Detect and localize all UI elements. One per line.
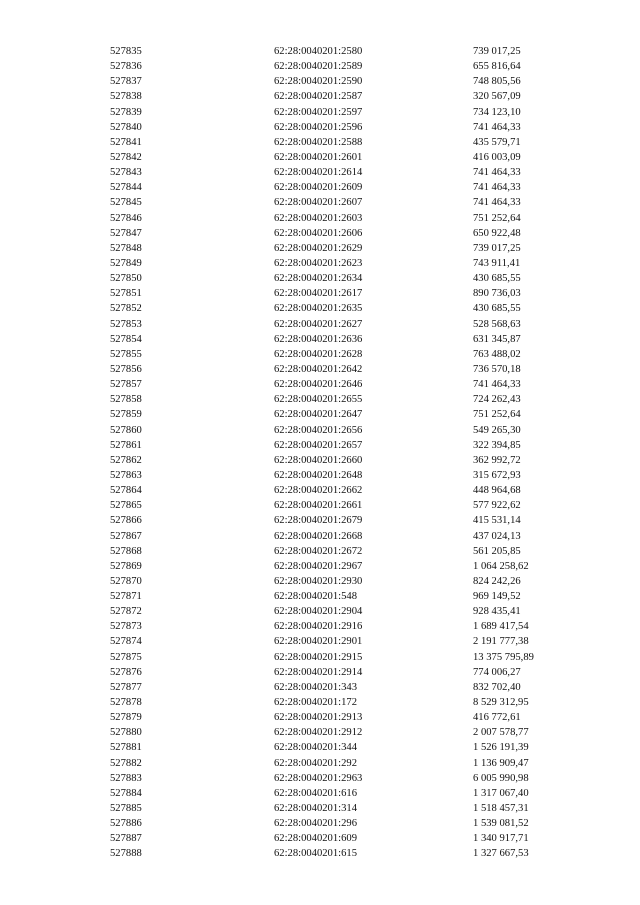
- cadastral-number: 62:28:0040201:343: [274, 681, 357, 693]
- table-row: [0, 529, 640, 544]
- table-row: [0, 589, 640, 604]
- record-number: 527848: [110, 242, 142, 254]
- cadastral-value: 741 464,33: [473, 197, 521, 209]
- cadastral-value: 743 911,41: [473, 257, 521, 269]
- cadastral-number: 62:28:0040201:2629: [274, 242, 363, 254]
- record-number: 527864: [110, 485, 142, 497]
- cadastral-value: 650 922,48: [473, 227, 521, 239]
- cadastral-number: 62:28:0040201:2930: [274, 575, 363, 587]
- cadastral-value: 6 005 990,98: [473, 772, 529, 784]
- record-number: 527842: [110, 151, 142, 163]
- table-row: [0, 771, 640, 786]
- table-row: [0, 301, 640, 316]
- cadastral-value: 736 570,18: [473, 363, 521, 375]
- record-number: 527879: [110, 712, 142, 724]
- record-number: 527861: [110, 439, 142, 451]
- cadastral-number: 62:28:0040201:2588: [274, 136, 363, 148]
- cadastral-value: 763 488,02: [473, 348, 521, 360]
- cadastral-number: 62:28:0040201:296: [274, 818, 357, 830]
- table-row: [0, 256, 640, 271]
- table-row: [0, 392, 640, 407]
- table-row: [0, 756, 640, 771]
- cadastral-number: 62:28:0040201:548: [274, 591, 357, 603]
- table-row: [0, 407, 640, 422]
- cadastral-number: 62:28:0040201:615: [274, 848, 357, 860]
- cadastral-number: 62:28:0040201:2590: [274, 76, 363, 88]
- cadastral-value: 631 345,87: [473, 333, 521, 345]
- record-number: 527851: [110, 288, 142, 300]
- table-row: [0, 120, 640, 135]
- record-number: 527843: [110, 167, 142, 179]
- cadastral-value: 430 685,55: [473, 303, 521, 315]
- cadastral-number: 62:28:0040201:2642: [274, 363, 363, 375]
- cadastral-number: 62:28:0040201:616: [274, 787, 357, 799]
- record-number: 527862: [110, 454, 142, 466]
- record-number: 527853: [110, 318, 142, 330]
- cadastral-value: 549 265,30: [473, 424, 521, 436]
- record-number: 527887: [110, 833, 142, 845]
- table-row: [0, 423, 640, 438]
- table-row: [0, 241, 640, 256]
- record-number: 527850: [110, 273, 142, 285]
- cadastral-number: 62:28:0040201:2597: [274, 106, 363, 118]
- cadastral-number: 62:28:0040201:2648: [274, 469, 363, 481]
- table-row: [0, 438, 640, 453]
- cadastral-value: 416 772,61: [473, 712, 521, 724]
- record-number: 527869: [110, 560, 142, 572]
- table-row: [0, 468, 640, 483]
- cadastral-number: 62:28:0040201:2607: [274, 197, 363, 209]
- cadastral-value: 1 518 457,31: [473, 803, 529, 815]
- cadastral-number: 62:28:0040201:2668: [274, 530, 363, 542]
- cadastral-value: 430 685,55: [473, 273, 521, 285]
- table-row: [0, 165, 640, 180]
- record-number: 527866: [110, 515, 142, 527]
- cadastral-number: 62:28:0040201:2679: [274, 515, 363, 527]
- table-row: [0, 89, 640, 104]
- table-row: [0, 801, 640, 816]
- table-row: [0, 44, 640, 59]
- cadastral-value: 528 568,63: [473, 318, 521, 330]
- record-number: 527880: [110, 727, 142, 739]
- cadastral-number: 62:28:0040201:2656: [274, 424, 363, 436]
- table-row: [0, 604, 640, 619]
- cadastral-number: 62:28:0040201:2963: [274, 772, 363, 784]
- record-number: 527840: [110, 121, 142, 133]
- cadastral-value: 739 017,25: [473, 242, 521, 254]
- table-row: [0, 831, 640, 846]
- cadastral-value: 751 252,64: [473, 409, 521, 421]
- table-row: [0, 650, 640, 665]
- record-number: 527857: [110, 379, 142, 391]
- record-number: 527884: [110, 787, 142, 799]
- table-row: [0, 665, 640, 680]
- cadastral-number: 62:28:0040201:2647: [274, 409, 363, 421]
- record-number: 527882: [110, 757, 142, 769]
- record-number: 527874: [110, 636, 142, 648]
- cadastral-value: 1 689 417,54: [473, 621, 529, 633]
- table-row: [0, 74, 640, 89]
- record-number: 527873: [110, 621, 142, 633]
- cadastral-value: 724 262,43: [473, 394, 521, 406]
- cadastral-value: 362 992,72: [473, 454, 521, 466]
- cadastral-value: 890 736,03: [473, 288, 521, 300]
- cadastral-number: 62:28:0040201:2609: [274, 182, 363, 194]
- cadastral-value: 577 922,62: [473, 500, 521, 512]
- table-row: [0, 59, 640, 74]
- record-number: 527863: [110, 469, 142, 481]
- cadastral-number: 62:28:0040201:2967: [274, 560, 363, 572]
- cadastral-number: 62:28:0040201:2915: [274, 651, 363, 663]
- record-number: 527859: [110, 409, 142, 421]
- cadastral-number: 62:28:0040201:2580: [274, 46, 363, 57]
- table-row: [0, 725, 640, 740]
- cadastral-number: 62:28:0040201:344: [274, 742, 357, 754]
- record-number: 527839: [110, 106, 142, 118]
- table-row: [0, 619, 640, 634]
- table-row: [0, 559, 640, 574]
- cadastral-number: 62:28:0040201:2657: [274, 439, 363, 451]
- cadastral-value: 928 435,41: [473, 606, 521, 618]
- cadastral-value: 1 526 191,39: [473, 742, 529, 754]
- data-table: [0, 44, 640, 862]
- cadastral-value: 734 123,10: [473, 106, 521, 118]
- cadastral-number: 62:28:0040201:2606: [274, 227, 363, 239]
- table-row: [0, 483, 640, 498]
- record-number: 527847: [110, 227, 142, 239]
- record-number: 527872: [110, 606, 142, 618]
- cadastral-number: 62:28:0040201:2596: [274, 121, 363, 133]
- cadastral-value: 748 805,56: [473, 76, 521, 88]
- cadastral-number: 62:28:0040201:2913: [274, 712, 363, 724]
- cadastral-number: 62:28:0040201:2627: [274, 318, 363, 330]
- table-row: [0, 150, 640, 165]
- cadastral-value: 315 672,93: [473, 469, 521, 481]
- record-number: 527875: [110, 651, 142, 663]
- record-number: 527870: [110, 575, 142, 587]
- cadastral-value: 832 702,40: [473, 681, 521, 693]
- cadastral-value: 8 529 312,95: [473, 697, 529, 709]
- record-number: 527865: [110, 500, 142, 512]
- table-row: [0, 271, 640, 286]
- cadastral-number: 62:28:0040201:2603: [274, 212, 363, 224]
- cadastral-value: 13 375 795,89: [473, 651, 534, 663]
- cadastral-value: 824 242,26: [473, 575, 521, 587]
- record-number: 527845: [110, 197, 142, 209]
- table-row: [0, 695, 640, 710]
- cadastral-number: 62:28:0040201:2636: [274, 333, 363, 345]
- record-number: 527846: [110, 212, 142, 224]
- record-number: 527883: [110, 772, 142, 784]
- cadastral-value: 741 464,33: [473, 182, 521, 194]
- table-row: [0, 362, 640, 377]
- cadastral-value: 448 964,68: [473, 485, 521, 497]
- cadastral-value: 320 567,09: [473, 91, 521, 103]
- cadastral-value: 416 003,09: [473, 151, 521, 163]
- cadastral-number: 62:28:0040201:2912: [274, 727, 363, 739]
- record-number: 527878: [110, 697, 142, 709]
- record-number: 527885: [110, 803, 142, 815]
- cadastral-value: 1 064 258,62: [473, 560, 529, 572]
- cadastral-number: 62:28:0040201:2655: [274, 394, 363, 406]
- table-row: [0, 377, 640, 392]
- cadastral-number: 62:28:0040201:2916: [274, 621, 363, 633]
- table-row: [0, 105, 640, 120]
- cadastral-number: 62:28:0040201:2589: [274, 61, 363, 73]
- table-row: [0, 574, 640, 589]
- cadastral-number: 62:28:0040201:2635: [274, 303, 363, 315]
- table-row: [0, 498, 640, 513]
- record-number: 527876: [110, 666, 142, 678]
- record-number: 527868: [110, 545, 142, 557]
- cadastral-number: 62:28:0040201:2901: [274, 636, 363, 648]
- record-number: 527854: [110, 333, 142, 345]
- cadastral-value: 2 007 578,77: [473, 727, 529, 739]
- table-row: [0, 135, 640, 150]
- cadastral-number: 62:28:0040201:2617: [274, 288, 363, 300]
- cadastral-value: 774 006,27: [473, 666, 521, 678]
- cadastral-number: 62:28:0040201:2628: [274, 348, 363, 360]
- record-number: 527867: [110, 530, 142, 542]
- table-row: [0, 786, 640, 801]
- cadastral-value: 1 539 081,52: [473, 818, 529, 830]
- cadastral-value: 739 017,25: [473, 46, 521, 57]
- cadastral-value: 969 149,52: [473, 591, 521, 603]
- record-number: 527881: [110, 742, 142, 754]
- record-number: 527838: [110, 91, 142, 103]
- record-number: 527841: [110, 136, 142, 148]
- record-number: 527835: [110, 46, 142, 57]
- cadastral-value: 1 317 067,40: [473, 787, 529, 799]
- record-number: 527886: [110, 818, 142, 830]
- cadastral-number: 62:28:0040201:2661: [274, 500, 363, 512]
- cadastral-value: 751 252,64: [473, 212, 521, 224]
- cadastral-value: 322 394,85: [473, 439, 521, 451]
- table-row: [0, 286, 640, 301]
- record-number: 527871: [110, 591, 142, 603]
- cadastral-value: 437 024,13: [473, 530, 521, 542]
- cadastral-number: 62:28:0040201:2646: [274, 379, 363, 391]
- cadastral-value: 741 464,33: [473, 167, 521, 179]
- record-number: 527852: [110, 303, 142, 315]
- cadastral-number: 62:28:0040201:172: [274, 697, 357, 709]
- record-number: 527877: [110, 681, 142, 693]
- record-number: 527849: [110, 257, 142, 269]
- cadastral-number: 62:28:0040201:2623: [274, 257, 363, 269]
- record-number: 527860: [110, 424, 142, 436]
- table-row: [0, 710, 640, 725]
- record-number: 527837: [110, 76, 142, 88]
- table-row: [0, 195, 640, 210]
- table-row: [0, 317, 640, 332]
- table-row: [0, 816, 640, 831]
- cadastral-value: 1 136 909,47: [473, 757, 529, 769]
- cadastral-number: 62:28:0040201:2587: [274, 91, 363, 103]
- record-number: 527856: [110, 363, 142, 375]
- record-number: 527844: [110, 182, 142, 194]
- cadastral-value: 741 464,33: [473, 121, 521, 133]
- cadastral-value: 435 579,71: [473, 136, 521, 148]
- cadastral-number: 62:28:0040201:2914: [274, 666, 363, 678]
- table-row: [0, 226, 640, 241]
- cadastral-number: 62:28:0040201:2660: [274, 454, 363, 466]
- cadastral-number: 62:28:0040201:2662: [274, 485, 363, 497]
- table-row: [0, 544, 640, 559]
- table-row: [0, 680, 640, 695]
- table-row: [0, 634, 640, 649]
- cadastral-value: 1 327 667,53: [473, 848, 529, 860]
- table-row: [0, 846, 640, 861]
- cadastral-number: 62:28:0040201:2672: [274, 545, 363, 557]
- table-row: [0, 347, 640, 362]
- table-row: [0, 740, 640, 755]
- cadastral-number: 62:28:0040201:292: [274, 757, 357, 769]
- cadastral-value: 2 191 777,38: [473, 636, 529, 648]
- table-row: [0, 453, 640, 468]
- record-number: 527836: [110, 61, 142, 73]
- cadastral-number: 62:28:0040201:2601: [274, 151, 363, 163]
- table-row: [0, 513, 640, 528]
- cadastral-number: 62:28:0040201:609: [274, 833, 357, 845]
- cadastral-value: 561 205,85: [473, 545, 521, 557]
- cadastral-value: 655 816,64: [473, 61, 521, 73]
- cadastral-number: 62:28:0040201:2614: [274, 167, 363, 179]
- cadastral-value: 415 531,14: [473, 515, 521, 527]
- table-row: [0, 211, 640, 226]
- record-number: 527888: [110, 848, 142, 860]
- record-number: 527858: [110, 394, 142, 406]
- cadastral-value: 1 340 917,71: [473, 833, 529, 845]
- table-row: [0, 332, 640, 347]
- cadastral-value: 741 464,33: [473, 379, 521, 391]
- cadastral-number: 62:28:0040201:2634: [274, 273, 363, 285]
- record-number: 527855: [110, 348, 142, 360]
- table-row: [0, 180, 640, 195]
- cadastral-number: 62:28:0040201:2904: [274, 606, 363, 618]
- cadastral-number: 62:28:0040201:314: [274, 803, 357, 815]
